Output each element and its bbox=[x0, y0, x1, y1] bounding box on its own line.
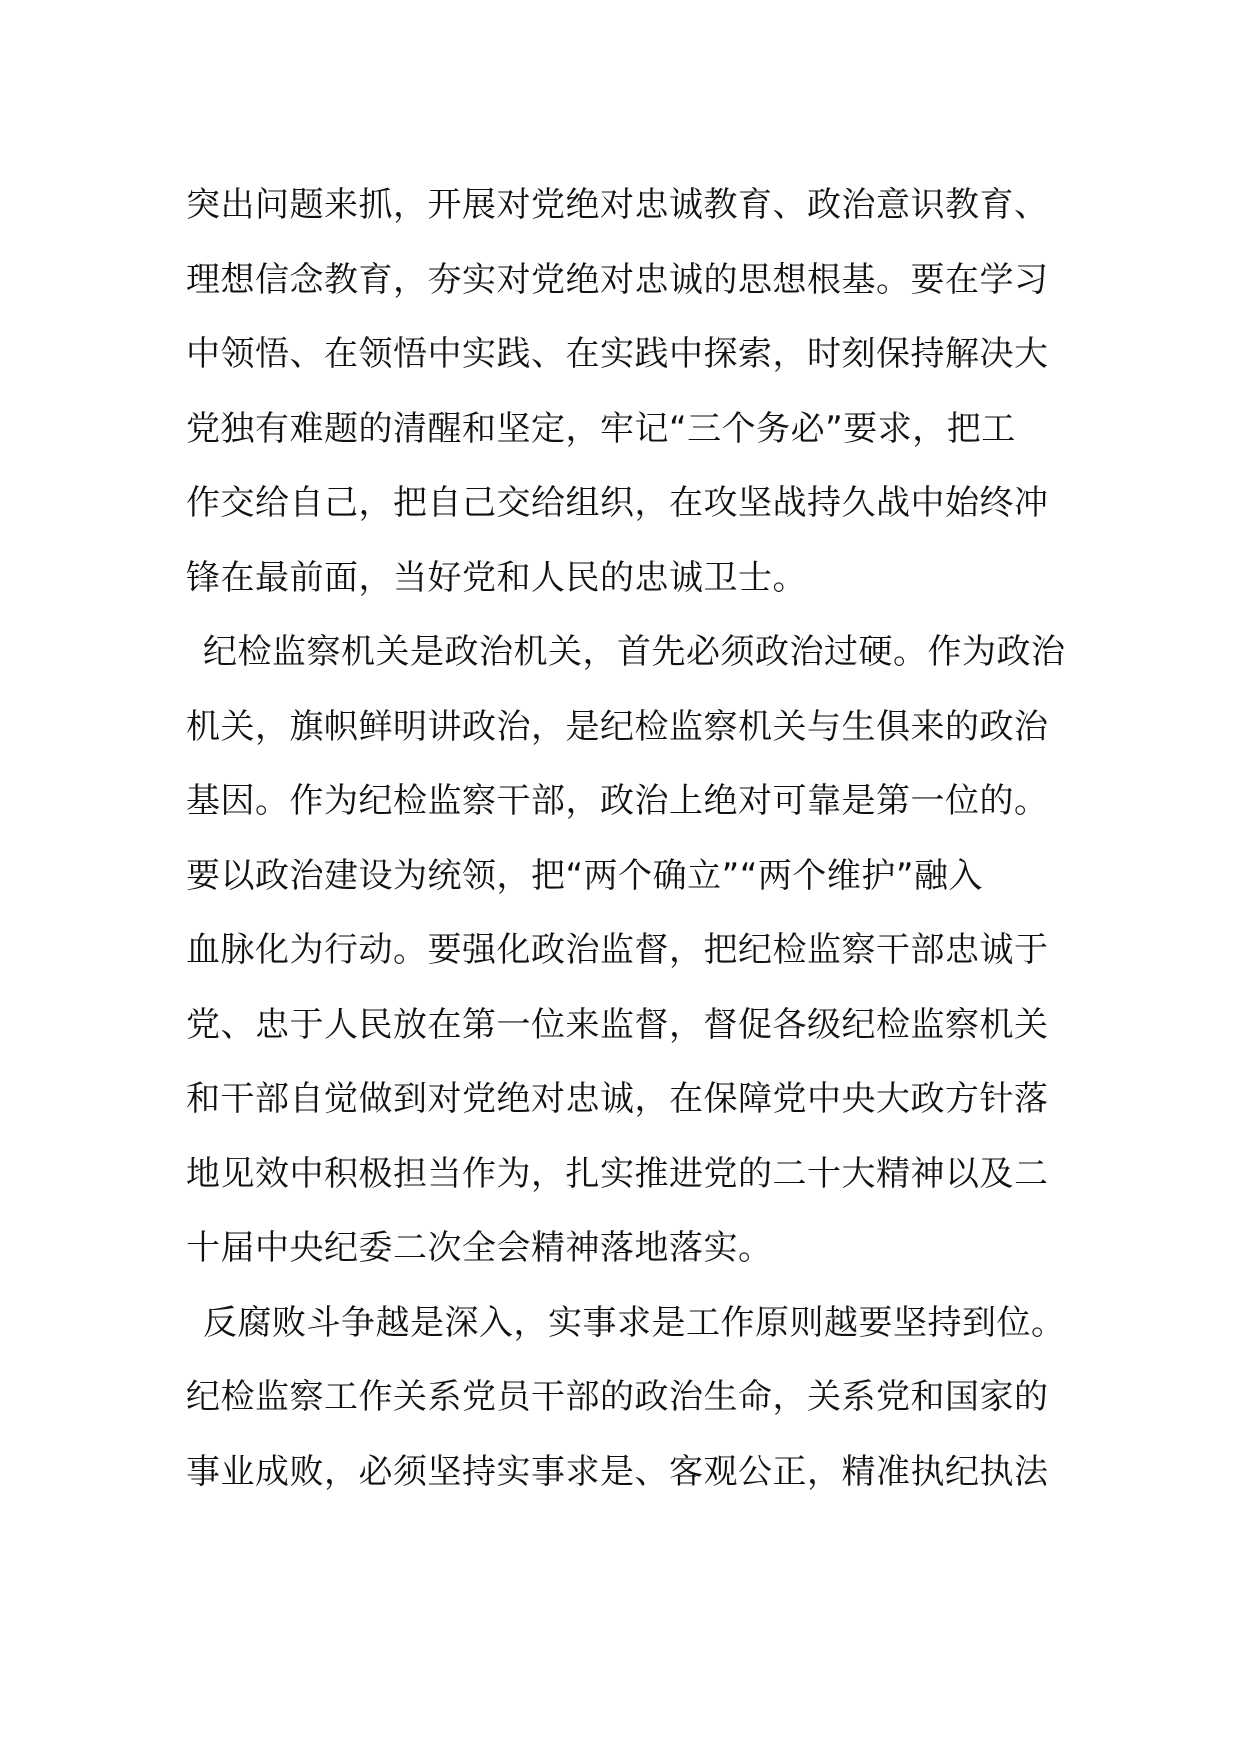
text-line: 作交给自己，把自己交给组织，在攻坚战持久战中始终冲 bbox=[186, 483, 1049, 523]
text-line: 理想信念教育，夯实对党绝对忠诚的思想根基。要在学习 bbox=[186, 259, 1049, 300]
text-line: 党、忠于人民放在第一位来监督，督促各级纪检监察机关 bbox=[186, 1004, 1049, 1045]
text-line: 党独有难题的清醒和坚定，牢记“三个务必”要求，把工 bbox=[186, 408, 1016, 449]
text-line: 基因。作为纪检监察干部，政治上绝对可靠是第一位的。 bbox=[186, 781, 1049, 821]
text-line: 十届中央纪委二次全会精神落地落实。 bbox=[186, 1228, 773, 1268]
document-body bbox=[186, 168, 1066, 1509]
text-line: 血脉化为行动。要强化政治监督，把纪检监察干部忠诚于 bbox=[186, 930, 1049, 970]
text-line: 地见效中积极担当作为，扎实推进党的二十大精神以及二 bbox=[186, 1153, 1049, 1194]
paragraph-first-line: 反腐败斗争越是深入，实事求是工作原则越要坚持到位。 bbox=[203, 1302, 1066, 1343]
paragraph-first-line: 纪检监察机关是政治机关，首先必须政治过硬。作为政治 bbox=[203, 632, 1066, 672]
text-line: 机关，旗帜鲜明讲政治，是纪检监察机关与生俱来的政治 bbox=[186, 706, 1049, 747]
text-line: 事业成败，必须坚持实事求是、客观公正，精准执纪执法 bbox=[186, 1451, 1049, 1492]
text-line: 突出问题来抓，开展对党绝对忠诚教育、政治意识教育、 bbox=[186, 185, 1049, 225]
text-line: 要以政治建设为统领，把“两个确立”“两个维护”融入 bbox=[186, 855, 983, 896]
text-line: 和干部自觉做到对党绝对忠诚，在保障党中央大政方针落 bbox=[186, 1079, 1049, 1119]
text-line: 纪检监察工作关系党员干部的政治生命，关系党和国家的 bbox=[186, 1377, 1049, 1417]
text-line: 锋在最前面，当好党和人民的忠诚卫士。 bbox=[186, 557, 807, 598]
text-line: 中领悟、在领悟中实践、在实践中探索，时刻保持解决大 bbox=[186, 334, 1049, 374]
